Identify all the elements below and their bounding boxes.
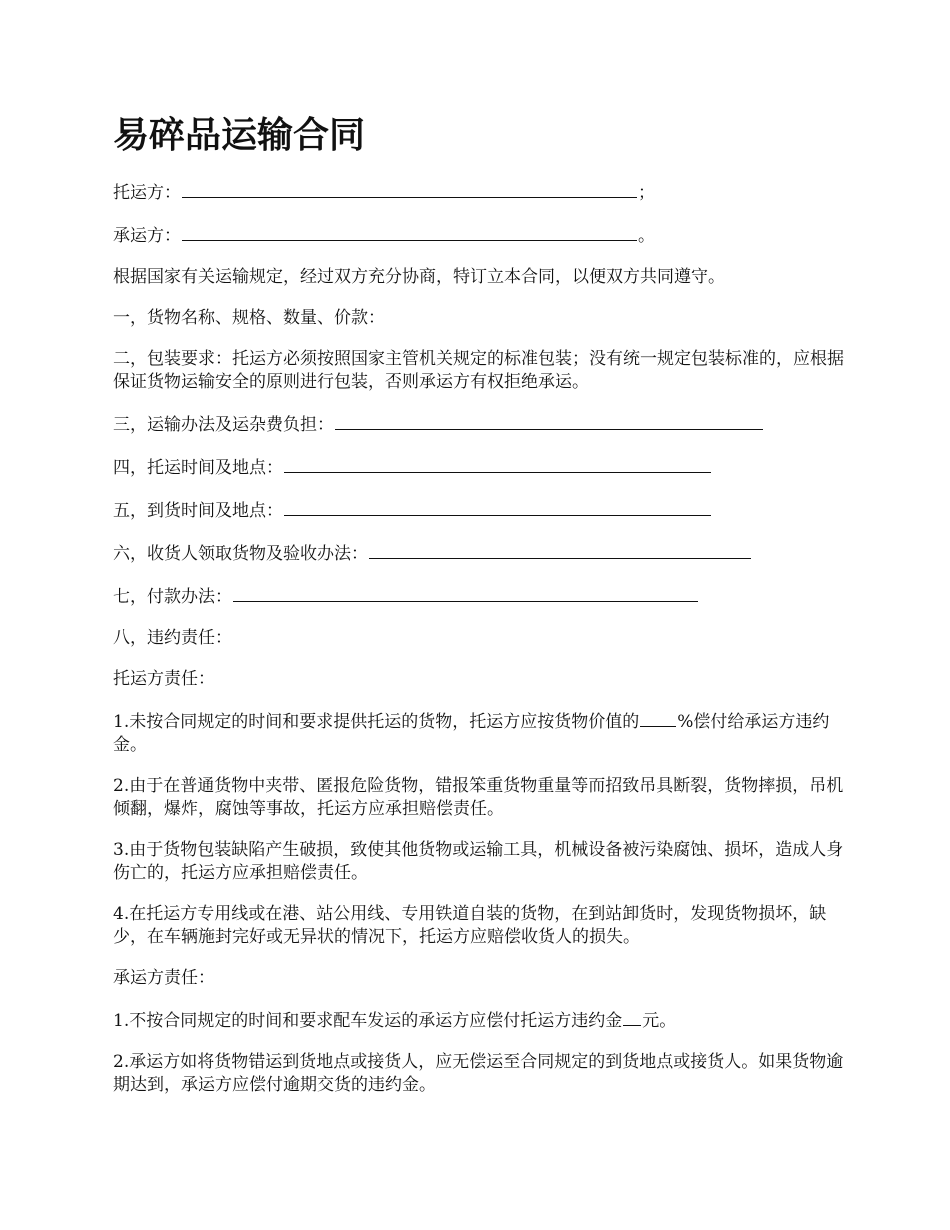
shipper-duty-1	[113, 709, 848, 757]
clause-1: 一，货物名称、规格、数量、价款：	[113, 308, 385, 328]
carrier-end: 。	[638, 226, 655, 246]
carrier-duty-1-text-a: 1.不按合同规定的时间和要求配车发运的承运方应偿付托运方违约金	[113, 1011, 623, 1031]
intro-paragraph: 根据国家有关运输规定，经过双方充分协商，特订立本合同，以便双方共同遵守。	[113, 267, 725, 287]
shipper-blank	[182, 180, 637, 198]
clause-7-text: 七，付款办法：	[113, 587, 232, 607]
carrier-duty-1-blank	[623, 1008, 641, 1026]
shipper-duty-4: 4.在托运方专用线或在港、站公用线、专用铁道自装的货物，在到站卸货时，发现货物损坏，缺少，在车辆施封完好或无异状的情况下，托运方应赔偿收货人的损失。	[113, 904, 827, 947]
shipper-label: 托运方：	[113, 183, 181, 203]
carrier-duty-heading: 承运方责任：	[113, 968, 215, 988]
carrier-duty-1-text-b: 元。	[642, 1011, 677, 1031]
carrier-blank	[182, 223, 637, 241]
contract-page	[113, 112, 848, 1115]
clause-6	[113, 541, 848, 566]
shipper-end: ；	[638, 183, 655, 203]
carrier-label: 承运方：	[113, 226, 181, 246]
clause-4-blank	[284, 455, 711, 473]
clause-3-text: 三，运输办法及运杂费负担：	[113, 415, 334, 435]
shipper-duty-2: 2.由于在普通货物中夹带、匿报危险货物，错报笨重货物重量等而招致吊具断裂，货物摔损，吊机倾翻，爆炸，腐蚀等事故，托运方应承担赔偿责任。	[113, 776, 844, 819]
clause-6-blank	[369, 541, 751, 559]
shipper-duty-3: 3.由于货物包装缺陷产生破损，致使其他货物或运输工具，机械设备被污染腐蚀、损坏，造成人身伤亡的，托运方应承担赔偿责任。	[113, 840, 844, 883]
shipper-duty-1-text-b: %偿付给承运方违约金。	[113, 712, 830, 755]
clause-2: 二，包装要求：托运方必须按照国家主管机关规定的标准包装；没有统一规定包装标准的，应根据保证货物运输安全的原则进行包装，否则承运方有权拒绝承运。	[113, 349, 844, 392]
carrier-duty-1	[113, 1008, 848, 1033]
clause-5	[113, 498, 848, 523]
clause-6-text: 六，收货人领取货物及验收办法：	[113, 544, 368, 564]
carrier-duty-2: 2.承运方如将货物错运到货地点或接货人，应无偿运至合同规定的到货地点或接货人。如果货物逾期达到，承运方应偿付逾期交货的违约金。	[113, 1052, 844, 1095]
shipper-duty-1-blank	[640, 709, 676, 727]
clause-7	[113, 584, 848, 609]
clause-8: 八，违约责任：	[113, 628, 232, 648]
shipper-duty-heading: 托运方责任：	[113, 669, 215, 689]
clause-3-blank	[335, 412, 763, 430]
carrier-line	[113, 223, 848, 248]
clause-5-blank	[284, 498, 711, 516]
shipper-line	[113, 180, 848, 205]
clause-5-text: 五，到货时间及地点：	[113, 501, 283, 521]
shipper-duty-1-text-a: 1.未按合同规定的时间和要求提供托运的货物，托运方应按货物价值的	[113, 712, 640, 732]
clause-4	[113, 455, 848, 480]
document-title: 易碎品运输合同	[113, 115, 366, 156]
clause-4-text: 四，托运时间及地点：	[113, 458, 283, 478]
clause-7-blank	[233, 584, 698, 602]
clause-3	[113, 412, 848, 437]
